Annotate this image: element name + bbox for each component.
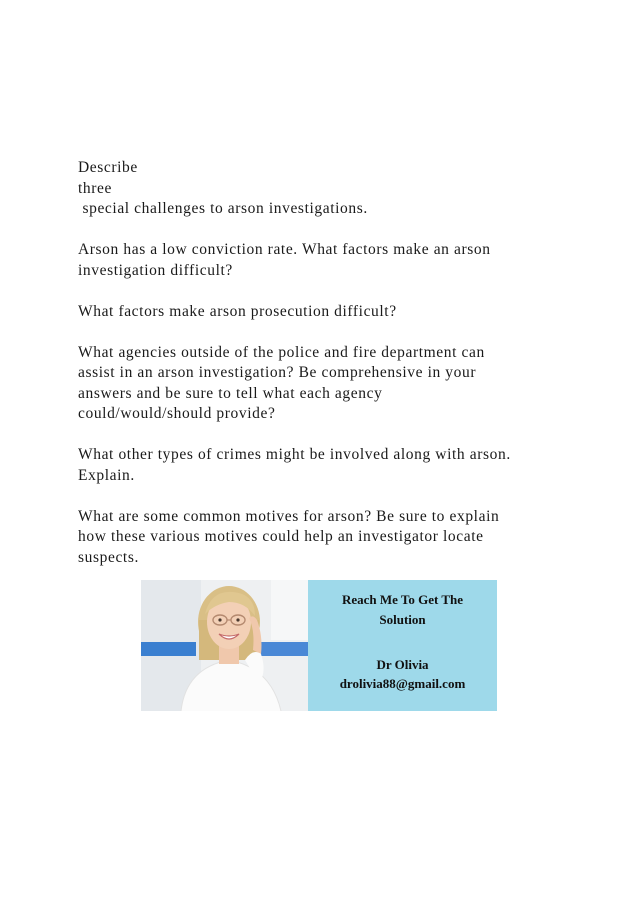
text-line: answers and be sure to tell what each agency — [78, 384, 383, 402]
text-line: three — [78, 179, 112, 197]
paragraph-crimes — [78, 445, 578, 486]
text-line: how these various motives could help an investigator locate — [78, 528, 484, 545]
text-line: Arson has a low conviction rate. What factors make an arson — [78, 241, 491, 258]
text-line: special challenges to arson investigations. — [78, 200, 368, 217]
promo-headline-2: Solution — [379, 612, 426, 627]
text-line: Explain. — [78, 466, 135, 484]
paragraph-conviction — [78, 240, 578, 281]
text-line: What agencies outside of the police and fire department can — [78, 343, 485, 361]
text-line: What other types of crimes might be involved along with arson. — [78, 446, 511, 463]
paragraph-agencies — [78, 343, 578, 425]
contact-email[interactable]: drolivia88@gmail.com — [339, 676, 466, 691]
text-line: What are some common motives for arson? Be sure to explain — [78, 507, 500, 525]
woman-photo — [141, 580, 308, 711]
text-line: Describe — [78, 159, 138, 176]
paragraph-prosecution — [78, 302, 578, 323]
paragraph-motives — [78, 507, 578, 569]
text-line: investigation difficult? — [78, 261, 233, 279]
promo-panel[interactable] — [308, 580, 497, 711]
text-line: assist in an arson investigation? Be comprehensive in your — [78, 364, 477, 381]
promo-headline: Reach Me To Get The — [341, 592, 464, 607]
paragraph-intro — [78, 158, 578, 220]
text-line: could/would/should provide? — [78, 405, 276, 422]
text-line: What factors make arson prosecution difficult? — [78, 302, 397, 320]
text-line: suspects. — [78, 548, 139, 566]
contact-name: Dr Olivia — [376, 657, 429, 672]
contact-banner[interactable] — [141, 580, 497, 711]
document-body — [78, 158, 578, 589]
